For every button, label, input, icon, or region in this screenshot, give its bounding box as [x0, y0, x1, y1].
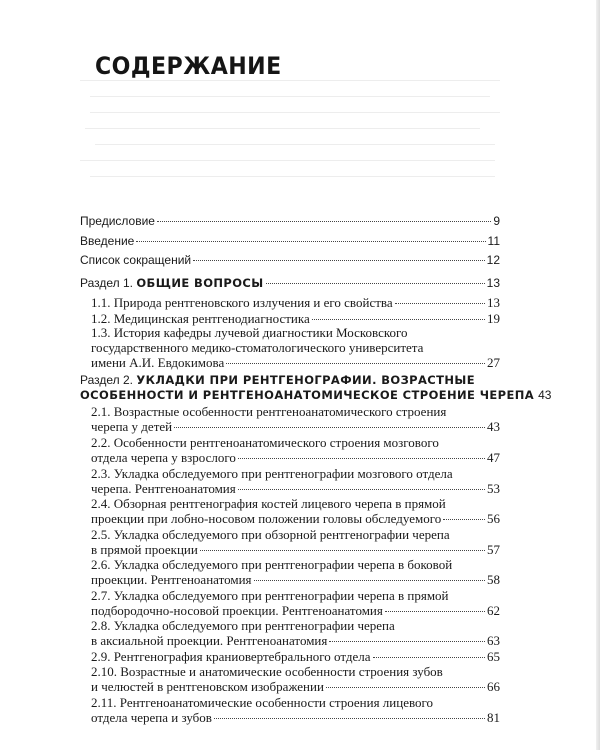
toc-section-2[interactable]: Раздел 2. УКЛАДКИ ПРИ РЕНТГЕНОГРАФИИ. ВОЗРАСТНЫЕ ОСОБЕННОСТИ И РЕНТГЕНОАНАТОМИЧЕСКОЕ СТРОЕНИЕ ЧЕРЕПА 43: [80, 373, 552, 402]
toc-entry-2-8[interactable]: 2.8. Укладка обследуемого при рентгенографии черепа в аксиальной проекции. Рентгеноанатомия 63: [91, 618, 500, 648]
toc-entry-2-3[interactable]: 2.3. Укладка обследуемого при рентгенографии мозгового отдела черепа. Рентгеноанатомия 53: [91, 466, 500, 496]
toc-entry-2-1[interactable]: 2.1. Возрастные особенности рентгеноанатомического строения черепа у детей 43: [91, 404, 500, 434]
toc-entry-abbreviations[interactable]: Список сокращений 12: [80, 253, 500, 267]
page-edge: [596, 0, 600, 750]
toc-entry-2-6[interactable]: 2.6. Укладка обследуемого при рентгенографии черепа в боковой проекции. Рентгеноанатомия 58: [91, 557, 500, 587]
toc-entry-2-5[interactable]: 2.5. Укладка обследуемого при обзорной рентгенографии черепа в прямой проекции 57: [91, 527, 500, 557]
toc-entry-preface[interactable]: Предисловие 9: [80, 214, 500, 228]
toc-entry-2-4[interactable]: 2.4. Обзорная рентгенография костей лицевого черепа в прямой проекции при лобно-носовом положении головы обследуемого 56: [91, 496, 500, 526]
toc-section-1[interactable]: Раздел 1. ОБЩИЕ ВОПРОСЫ 13: [80, 276, 500, 290]
toc-entry-2-2[interactable]: 2.2. Особенности рентгеноанатомического строения мозгового отдела черепа у взрослого 47: [91, 435, 500, 465]
toc-entry-2-11[interactable]: 2.11. Рентгеноанатомические особенности строения лицевого отдела черепа и зубов 81: [91, 695, 500, 725]
toc-entry-1-2[interactable]: 1.2. Медицинская рентгенодиагностика 19: [91, 311, 500, 326]
toc-entry-2-7[interactable]: 2.7. Укладка обследуемого при рентгенографии черепа в прямой подбородочно-носовой проекции. Рентгеноанатомия 62: [91, 588, 500, 618]
toc-entry-introduction[interactable]: Введение 11: [80, 234, 500, 248]
page-title: СОДЕРЖАНИЕ: [95, 52, 282, 80]
toc-entry-2-10[interactable]: 2.10. Возрастные и анатомические особенности строения зубов и челюстей в рентгеновском изображении 66: [91, 664, 500, 694]
toc-entry-2-9[interactable]: 2.9. Рентгенография краниовертебрального отдела 65: [91, 649, 500, 664]
toc-entry-1-3[interactable]: 1.3. История кафедры лучевой диагностики Московского государственного медико-стоматологического университета имени А.И. Евдокимова 27: [91, 325, 500, 370]
toc-entry-1-1[interactable]: 1.1. Природа рентгеновского излучения и его свойства 13: [91, 295, 500, 310]
